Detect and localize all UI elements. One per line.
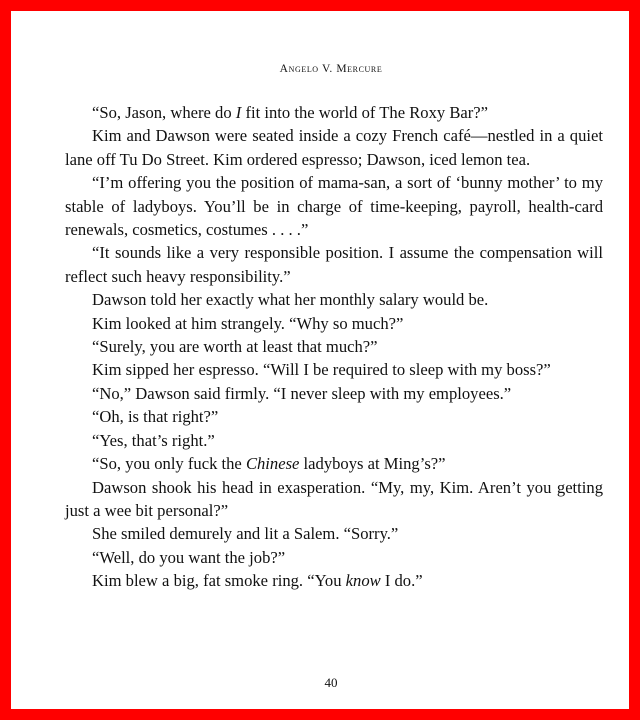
paragraph: [65, 335, 603, 358]
text-run: “Oh, is that right?”: [92, 407, 219, 427]
text-run: Kim sipped her espresso. “Will I be required to sleep with my boss?”: [92, 360, 551, 380]
text-run: “So, Jason, where do: [92, 103, 236, 122]
text-run: She smiled demurely and lit a Salem. “Sorry.”: [92, 524, 399, 544]
paragraph: [65, 476, 603, 523]
text-run: Kim blew a big, fat smoke ring. “You: [92, 571, 346, 591]
text-run: “Surely, you are worth at least that much?”: [92, 337, 378, 357]
paragraph: [65, 312, 603, 335]
text-run: “Yes, that’s right.”: [92, 430, 215, 450]
paragraph: [65, 522, 603, 545]
paragraph: [65, 241, 603, 288]
text-run: Dawson told her exactly what her monthly salary would be.: [92, 290, 489, 310]
text-run: “Well, do you want the job?”: [92, 547, 286, 567]
paragraph: [65, 358, 603, 381]
text-run: “I’m offering you the position of mama-san, a sort of ‘bunny mother’ to my stable of ladyboys. You’ll be in charge of time-keeping, payroll, health-card renewals, cosmetics, costumes . . . .”: [65, 173, 603, 240]
italic-text: I: [235, 103, 242, 122]
paragraph: [65, 171, 603, 241]
text-run: Dawson shook his head in exasperation. “My, my, Kim. Aren’t you getting just a wee bit personal?”: [65, 477, 603, 520]
text-run: ladyboys at Ming’s?”: [299, 454, 446, 474]
text-run: “No,” Dawson said firmly. “I never sleep with my employees.”: [92, 383, 512, 403]
paragraph: [65, 452, 603, 475]
text-run: I do.”: [380, 571, 423, 591]
paragraph: [65, 124, 603, 171]
body-text: [65, 101, 603, 593]
paragraph: [65, 382, 603, 405]
page-number: 40: [324, 675, 338, 690]
italic-text: know: [345, 571, 381, 591]
running-head: Angelo V. Mercure: [279, 63, 383, 75]
text-run: “So, you only fuck the: [92, 454, 246, 474]
text-run: “It sounds like a very responsible position. I assume the compensation will reflect such heavy responsibility.”: [65, 243, 603, 286]
paragraph: [65, 546, 603, 569]
paragraph: [65, 288, 603, 311]
paragraph: [65, 569, 603, 592]
paragraph: [65, 101, 603, 124]
italic-text: Chinese: [245, 454, 300, 474]
text-run: Kim looked at him strangely. “Why so much?”: [92, 313, 404, 333]
paragraph: [65, 429, 603, 452]
text-run: Kim and Dawson were seated inside a cozy French café—nestled in a quiet lane off Tu Do Street. Kim ordered espresso; Dawson, iced lemon tea.: [65, 126, 603, 169]
paragraph: [65, 405, 603, 428]
text-run: fit into the world of The Roxy Bar?”: [241, 103, 489, 122]
